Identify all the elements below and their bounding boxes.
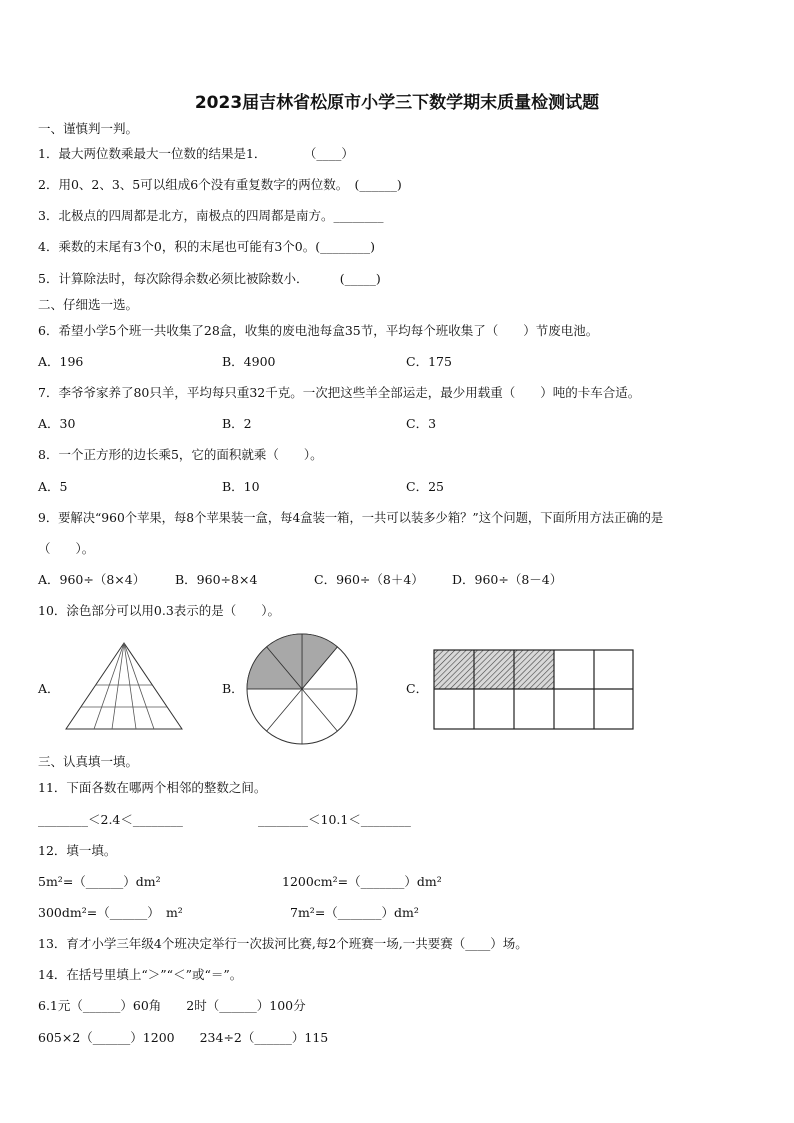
q8-option-a: A．5 (38, 479, 68, 494)
section-3-heading: 三、认真填一填。 (38, 754, 139, 769)
q12-blank-d: 7m²=（_______）dm² (290, 905, 419, 920)
question-5: 5．计算除法时，每次除得余数必须比被除数小． (_____) (38, 271, 381, 286)
question-11: 11．下面各数在哪两个相邻的整数之间。 (38, 780, 267, 795)
question-14: 14．在括号里填上“＞”“＜”或“＝”。 (38, 967, 243, 982)
question-2: 2．用0、2、3、5可以组成6个没有重复数字的两位数。 (______) (38, 177, 402, 192)
q10-option-b: B． (222, 681, 244, 696)
grid-figure (433, 649, 634, 730)
q9-option-a: A．960÷（8×4） (38, 572, 146, 587)
q10-option-a: A． (38, 681, 60, 696)
section-1-heading: 一、谨慎判一判。 (38, 121, 139, 136)
question-9-continued: （ ）。 (38, 541, 95, 556)
q9-option-c: C．960÷（8＋4） (314, 572, 424, 587)
question-8: 8．一个正方形的边长乘5，它的面积就乘（ ）。 (38, 447, 323, 462)
question-3: 3．北极点的四周都是北方，南极点的四周都是南方。________ (38, 208, 384, 223)
q11-blank-a: ________＜2.4＜________ (38, 812, 183, 827)
q8-option-b: B．10 (222, 479, 260, 494)
page-title: 2023届吉林省松原市小学三下数学期末质量检测试题 (194, 93, 600, 113)
q12-blank-b: 1200cm²=（_______）dm² (282, 874, 442, 889)
q6-option-a: A．196 (38, 354, 84, 369)
q9-option-d: D．960÷（8－4） (452, 572, 563, 587)
question-4: 4．乘数的末尾有3个0，积的末尾也可能有3个0。(________) (38, 239, 376, 254)
q12-blank-c: 300dm²=（______） m² (38, 905, 183, 920)
q6-option-c: C．175 (406, 354, 452, 369)
circle-figure (245, 632, 359, 746)
q14-line-1: 6.1元（______）60角 2时（______）100分 (38, 998, 306, 1013)
triangle-figure (64, 640, 184, 732)
question-1: 1．最大两位数乘最大一位数的结果是1． （____） (38, 146, 354, 161)
question-7: 7．李爷爷家养了80只羊，平均每只重32千克。一次把这些羊全部运走，最少用载重（ ）吨的卡车合适。 (38, 385, 641, 400)
q7-option-c: C．3 (406, 416, 437, 431)
question-10: 10．涂色部分可以用0.3表示的是（ ）。 (38, 603, 281, 618)
question-9: 9．要解决“960个苹果，每8个苹果装一盒，每4盒装一箱，一共可以装多少箱？”这个问题，下面所用方法正确的是 (38, 511, 664, 525)
q6-option-b: B．4900 (222, 354, 276, 369)
q12-blank-a: 5m²=（______）dm² (38, 874, 161, 889)
q11-blank-b: ________＜10.1＜________ (258, 812, 411, 827)
section-2-heading: 二、仔细选一选。 (38, 297, 139, 312)
question-12: 12．填一填。 (38, 843, 117, 858)
question-13: 13．育才小学三年级4个班决定举行一次拔河比赛,每2个班赛一场,一共要赛（____）场。 (38, 936, 528, 951)
q7-option-b: B．2 (222, 416, 252, 431)
q8-option-c: C．25 (406, 479, 444, 494)
q7-option-a: A．30 (38, 416, 76, 431)
q9-option-b: B．960÷8×4 (175, 572, 258, 587)
q14-line-2: 605×2（______）1200 234÷2（______）115 (38, 1030, 329, 1045)
q10-option-c: C． (406, 681, 429, 696)
question-6: 6．希望小学5个班一共收集了28盒，收集的废电池每盒35节，平均每个班收集了（ ）节废电池。 (38, 323, 599, 338)
